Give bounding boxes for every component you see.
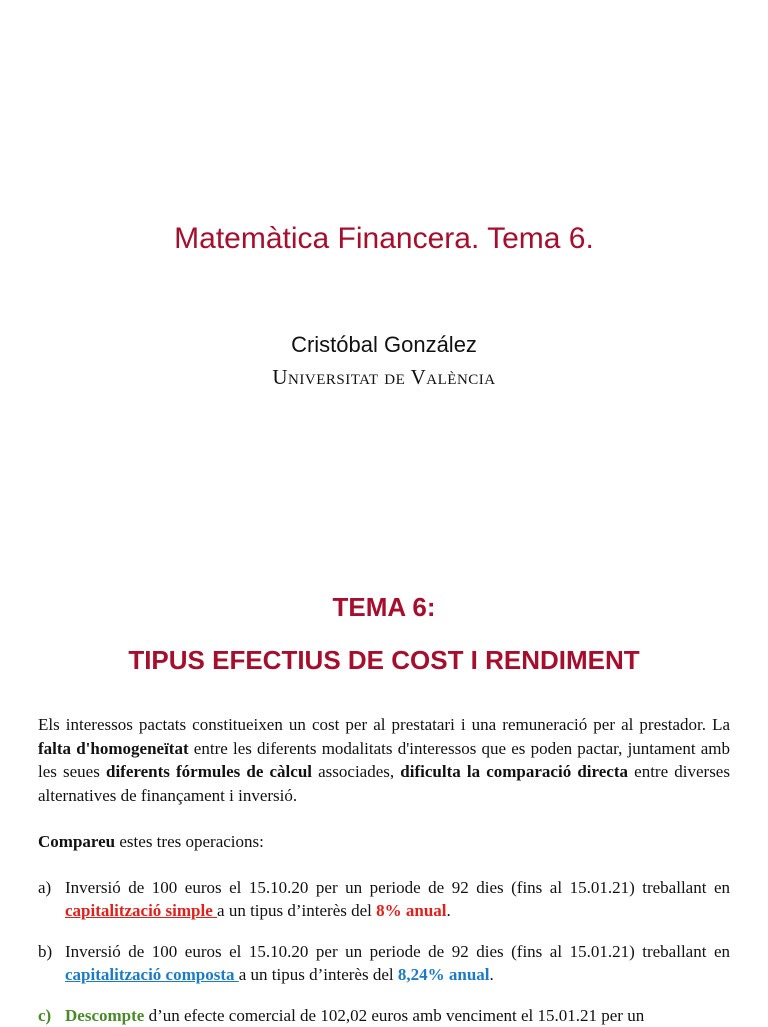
compare-instruction: Compareu estes tres operacions:: [38, 832, 264, 851]
list-marker: c): [38, 1006, 52, 1025]
university-logo: Universitat de València: [272, 365, 496, 389]
discount-term: Descompte: [65, 1006, 145, 1025]
section-title: TIPUS EFECTIUS DE COST I RENDIMENT: [128, 645, 640, 675]
section-number: TEMA 6:: [332, 592, 436, 622]
author-name: Cristóbal González: [291, 332, 477, 357]
document-title: Matemàtica Financera. Tema 6.: [174, 222, 594, 255]
list-item-text: Inversió de 100 euros el 15.10.20 per un periode de 92 dies (fins al 15.01.21) treballant en capitalització simple a un tipus d’interès del 8% anual.: [65, 878, 730, 920]
list-item-text: Inversió de 100 euros el 15.10.20 per un periode de 92 dies (fins al 15.01.21) treballant en capitalització composta a un tipus d’interès del 8,24% anual.: [65, 942, 730, 984]
intro-paragraph: Els interessos pactats constitueixen un cost per al prestatari i una remuneració per al prestador. La falta d'homogeneïtat entre les diferents modalitats d'interessos que es poden pactar, juntament amb les seues diferents fórmules de càlcul associades, dificulta la comparació directa entre diverses alternatives de finançament i inversió.: [38, 715, 731, 805]
list-item: [38, 876, 730, 922]
list-marker: b): [38, 942, 53, 961]
rate-value: 8,24% anual: [397, 965, 490, 984]
list-item-text: Descompte d’un efecte comercial de 102,02 euros amb venciment el 15.01.21 per un: [65, 1006, 645, 1025]
compound-capitalization-link[interactable]: capitalització composta: [65, 965, 239, 984]
simple-capitalization-link[interactable]: capitalització simple: [65, 901, 218, 920]
list-marker: a): [38, 878, 52, 897]
list-item: [38, 940, 730, 986]
rate-value: 8% anual: [376, 901, 447, 920]
